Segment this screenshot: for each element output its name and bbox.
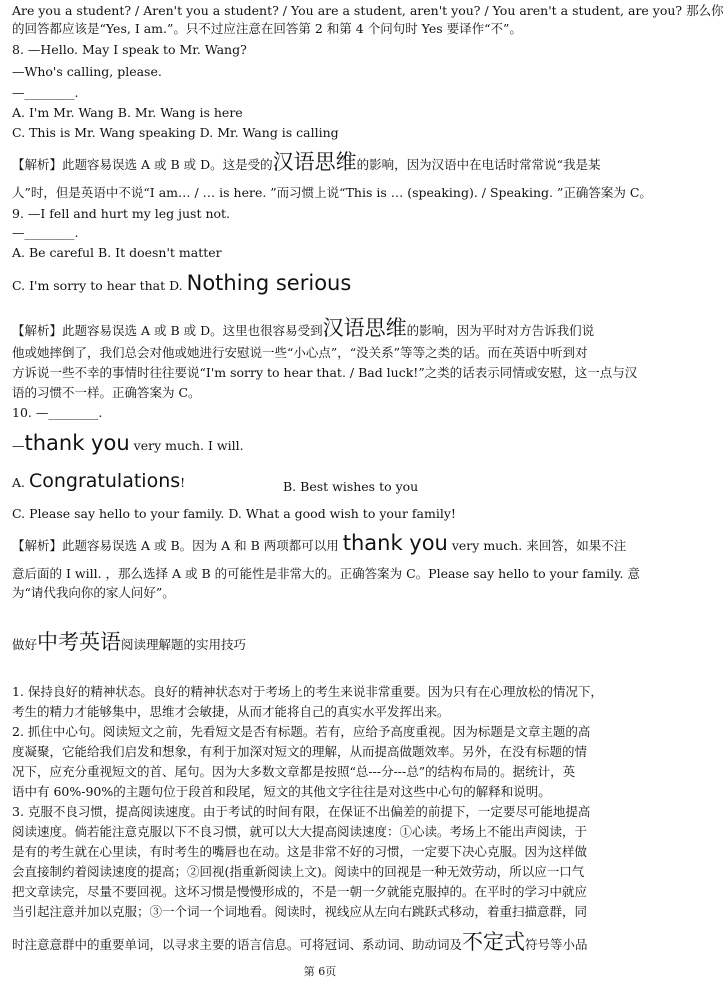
- options-9-ab: A. Be careful B. It doesn't matter: [12, 245, 222, 260]
- tip-line-1: 1. 保持良好的精神状态。良好的精神状态对于考场上的考生来说非常重要。因为只有在心理放松的情况下，: [12, 684, 603, 699]
- options-9-cd: C. I'm sorry to hear that D. Nothing serious: [12, 271, 352, 295]
- options-10-cd: C. Please say hello to your family. D. What a good wish to your family!: [12, 506, 456, 521]
- options-8-cd: C. This is Mr. Wang speaking D. Mr. Wang is calling: [12, 125, 339, 140]
- tip-line-2: 考生的精力才能够集中，思维才会敏捷，从而才能将自己的真实水平发挥出来。: [12, 704, 450, 719]
- question-9: 9. —I fell and hurt my leg just not.: [12, 206, 231, 221]
- analysis-8-cont: 人”时，但是英语中不说“I am… / … is here. ”而习惯上说“This is … (speaking). / Speaking. ”正确答案为 C。: [12, 185, 652, 200]
- analysis-9-cont-1: 他或她摔倒了，我们总会对他或她进行安慰说一些“小心点”，“没关系”等等之类的话。而在英语中听到对: [12, 345, 588, 360]
- analysis-9-cont-3: 语的习惯不一样。正确答案为 C。: [12, 385, 201, 400]
- page-number: 第 6页: [303, 965, 337, 978]
- options-8-ab: A. I'm Mr. Wang B. Mr. Wang is here: [12, 105, 243, 120]
- analysis-10: 【解析】此题容易误选 A 或 B。因为 A 和 B 两项都可以用 thank you very much. 来回答，如果不注: [12, 531, 627, 555]
- blank-9: —________.: [12, 225, 79, 240]
- tip-line-13: 时注意意群中的重要单词，以寻求主要的语言信息。可将冠词、系动词、助动词及不定式符号等小品: [12, 930, 588, 954]
- tip-line-6: 语中有 60%-90%的主题句位于段首和段尾，短文的其他文字往往是对这些中心句的解释和说明。: [12, 784, 551, 799]
- tip-line-12: 当引起注意并加以克服；③一个词一个词地看。阅读时，视线应从左向右跳跃式移动，着重扫描意群，同: [12, 904, 588, 919]
- analysis-8: 【解析】此题容易误选 A 或 B 或 D。这是受的汉语思维的影响，因为汉语中在电话时常常说“我是某: [12, 150, 601, 174]
- tip-line-11: 把文章读完，尽量不要回视。这坏习惯是慢慢形成的，不是一朝一夕就能克服掉的。在平时的学习中就应: [12, 884, 588, 899]
- options-10-ab: A. Congratulations!: [12, 470, 186, 492]
- question-8: 8. —Hello. May I speak to Mr. Wang?: [12, 42, 247, 57]
- analysis-9-cont-2: 方诉说一些不幸的事情时往往要说“I'm sorry to hear that. / Bad luck!”之类的话表示同情或安慰，这一点与汉: [12, 365, 638, 380]
- question-10: 10. —________.: [12, 405, 103, 420]
- analysis-10-cont: 意后面的 I will. ，那么选择 A 或 B 的可能性是非常大的。正确答案为 C。Please say hello to your family. 意: [12, 566, 640, 581]
- line-4: —Who's calling, please.: [12, 64, 162, 79]
- section-heading: 做好中考英语阅读理解题的实用技巧: [12, 630, 247, 654]
- tip-line-8: 阅读速度。倘若能注意克服以下不良习惯，就可以大大提高阅读速度：①心读。考场上不能出声阅读，于: [12, 824, 588, 839]
- analysis-10-cont-2: 为“请代我向你的家人问好”。: [12, 585, 175, 600]
- tip-line-3: 2. 抓住中心句。阅读短文之前，先看短文是否有标题。若有，应给予高度重视。因为标题是文章主题的高: [12, 724, 591, 739]
- option-10-b: B. Best wishes to you: [283, 479, 419, 494]
- tip-line-9: 是有的考生就在心里读，有时考生的嘴唇也在动。这是非常不好的习惯，一定要下决心克服。因为这样做: [12, 844, 588, 859]
- analysis-9: 【解析】此题容易误选 A 或 B 或 D。这里也很容易受到汉语思维的影响，因为平时对方告诉我们说: [12, 316, 595, 340]
- line-1: Are you a student? / Aren't you a student? / You are a student, aren't you? / You aren't a student, are you? 那么你: [12, 3, 724, 18]
- line-2: 的回答都应该是“Yes, I am.”。只不过应注意在回答第 2 和第 4 个问句时 Yes 要译作“不”。: [12, 21, 522, 36]
- blank-8: —________.: [12, 85, 79, 100]
- tip-line-4: 度凝聚，它能给我们启发和想象，有利于加深对短文的理解，从而提高做题效率。另外，在没有标题的情: [12, 744, 588, 759]
- tip-line-5: 况下，应充分重视短文的首、尾句。因为大多数文章都是按照“总---分---总”的结构布局的。据统计，英: [12, 764, 576, 779]
- question-10-reply: —thank you very much. I will.: [12, 431, 244, 455]
- tip-line-7: 3. 克服不良习惯，提高阅读速度。由于考试的时间有限，在保证不出偏差的前提下，一定要尽可能地提高: [12, 804, 591, 819]
- tip-line-10: 会直接制约着阅读速度的提高；②回视(指重新阅读上文)。阅读中的回视是一种无效劳动，所以应一口气: [12, 864, 585, 879]
